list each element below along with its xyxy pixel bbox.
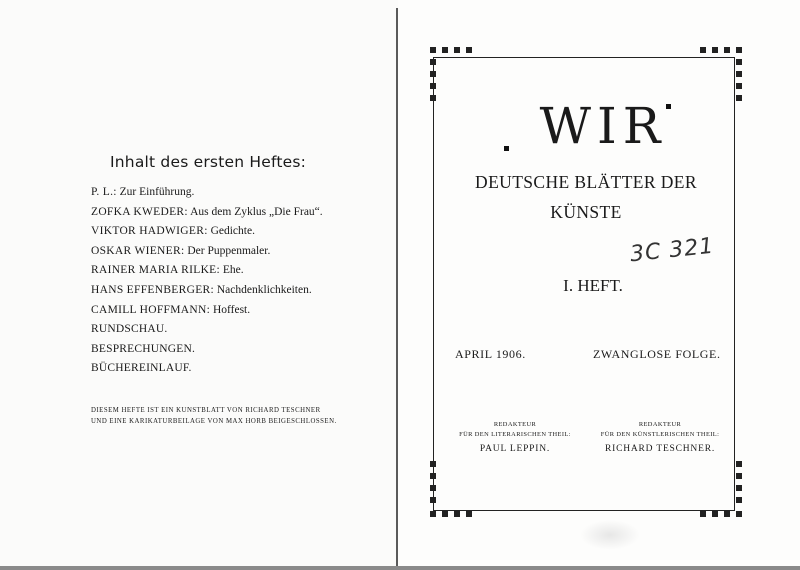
editor-artistic (590, 420, 730, 454)
ornament-square (712, 511, 718, 517)
subtitle-line: DEUTSCHE BLÄTTER DER (475, 172, 697, 192)
ornament-square (712, 47, 718, 53)
toc-title-text: Zur Einführung. (119, 186, 195, 198)
toc-title-text: Gedichte. (210, 225, 255, 238)
ornament-square (430, 511, 436, 517)
ornament-square (430, 485, 436, 491)
editor-role-detail: FÜR DEN KÜNSTLERISCHEN THEIL: (600, 431, 720, 438)
toc-title-text: Hoffest. (212, 303, 251, 316)
toc-title-text: Ehe. (222, 264, 244, 277)
issue-number: I. HEFT. (563, 276, 623, 295)
ornament-square (430, 83, 436, 89)
toc-entry (91, 183, 323, 203)
editor-role-detail: FÜR DEN LITERARISCHEN THEIL: (459, 431, 571, 438)
ornament-square (736, 59, 742, 65)
editor-name: PAUL LEPPIN. (479, 444, 551, 454)
editor-role: REDAKTEUR (493, 421, 537, 428)
toc-entry (91, 222, 323, 242)
ornament-square (430, 59, 436, 65)
ornament-square (430, 71, 436, 77)
ornament-square (466, 511, 472, 517)
ornament-square (736, 461, 742, 467)
toc-title: Inhalt des ersten Heftes: (110, 153, 307, 171)
editor-literary (440, 420, 590, 454)
toc-entry (91, 340, 323, 360)
editor-role: REDAKTEUR (638, 421, 682, 428)
toc-author: VIKTOR HADWIGER: (91, 225, 208, 238)
ornament-square (736, 485, 742, 491)
toc-author: HANS EFFENBERGER: (91, 283, 214, 296)
ornament-square (736, 473, 742, 479)
toc-author: CAMILL HOFFMANN: (91, 303, 211, 316)
toc-author: OSKAR WIENER: (91, 244, 185, 257)
ornament-square (700, 511, 706, 517)
table-of-contents (91, 183, 323, 379)
toc-section: BESPRECHUNGEN. (91, 342, 196, 355)
issue-date: APRIL 1906. (455, 347, 526, 361)
ornament-square (430, 95, 436, 101)
ornament-square (466, 47, 472, 53)
ornament-square (736, 47, 742, 53)
toc-title-text: Nachdenklichkeiten. (216, 283, 312, 296)
toc-author: RAINER MARIA RILKE: (91, 264, 221, 277)
ornament-square (442, 511, 448, 517)
toc-entry (91, 301, 323, 321)
toc-section: BÜCHEREINLAUF. (91, 362, 192, 375)
toc-entry (91, 359, 323, 379)
toc-author: P. L.: (91, 186, 117, 198)
masthead-title: WIR (539, 97, 667, 155)
ornament-square (442, 47, 448, 53)
subtitle-line: KÜNSTE (550, 202, 622, 222)
ornament-square (724, 511, 730, 517)
supplement-note-line: DIESEM HEFTE IST EIN KUNSTBLATT VON RICHARD TESCHNER (91, 407, 321, 414)
scan-edge (0, 566, 800, 570)
toc-entry (91, 203, 323, 223)
ornament-square (700, 47, 706, 53)
left-page (0, 0, 398, 570)
right-page (398, 0, 800, 570)
toc-section: RUNDSCHAU. (91, 323, 168, 336)
ornament-square (736, 95, 742, 101)
toc-entry (91, 242, 323, 262)
ornament-square (454, 47, 460, 53)
ornament-square (430, 473, 436, 479)
supplement-note (91, 405, 337, 427)
toc-entry (91, 320, 323, 340)
ornament-square (736, 511, 742, 517)
issue-series: ZWANGLOSE FOLGE. (593, 347, 721, 361)
ornament-square (430, 461, 436, 467)
ornament-square (736, 83, 742, 89)
ornament-square (454, 511, 460, 517)
paper-stain (580, 520, 640, 550)
ornament-square (430, 497, 436, 503)
ornament-square (736, 497, 742, 503)
toc-entry (91, 281, 323, 301)
toc-title-text: Aus dem Zyklus „Die Frau“. (190, 205, 323, 218)
handwritten-shelfmark: 3C 321 (628, 233, 716, 268)
masthead-dot-right (666, 104, 671, 109)
toc-entry (91, 261, 323, 281)
toc-title-text: Der Puppenmaler. (187, 244, 271, 257)
ornament-square (430, 47, 436, 53)
toc-author: ZOFKA KWEDER: (91, 205, 188, 218)
editor-name: RICHARD TESCHNER. (604, 444, 716, 454)
supplement-note-line: UND EINE KARIKATURBEILAGE VON MAX HORB BEIGESCHLOSSEN. (91, 418, 337, 425)
ornament-square (736, 71, 742, 77)
ornament-square (724, 47, 730, 53)
